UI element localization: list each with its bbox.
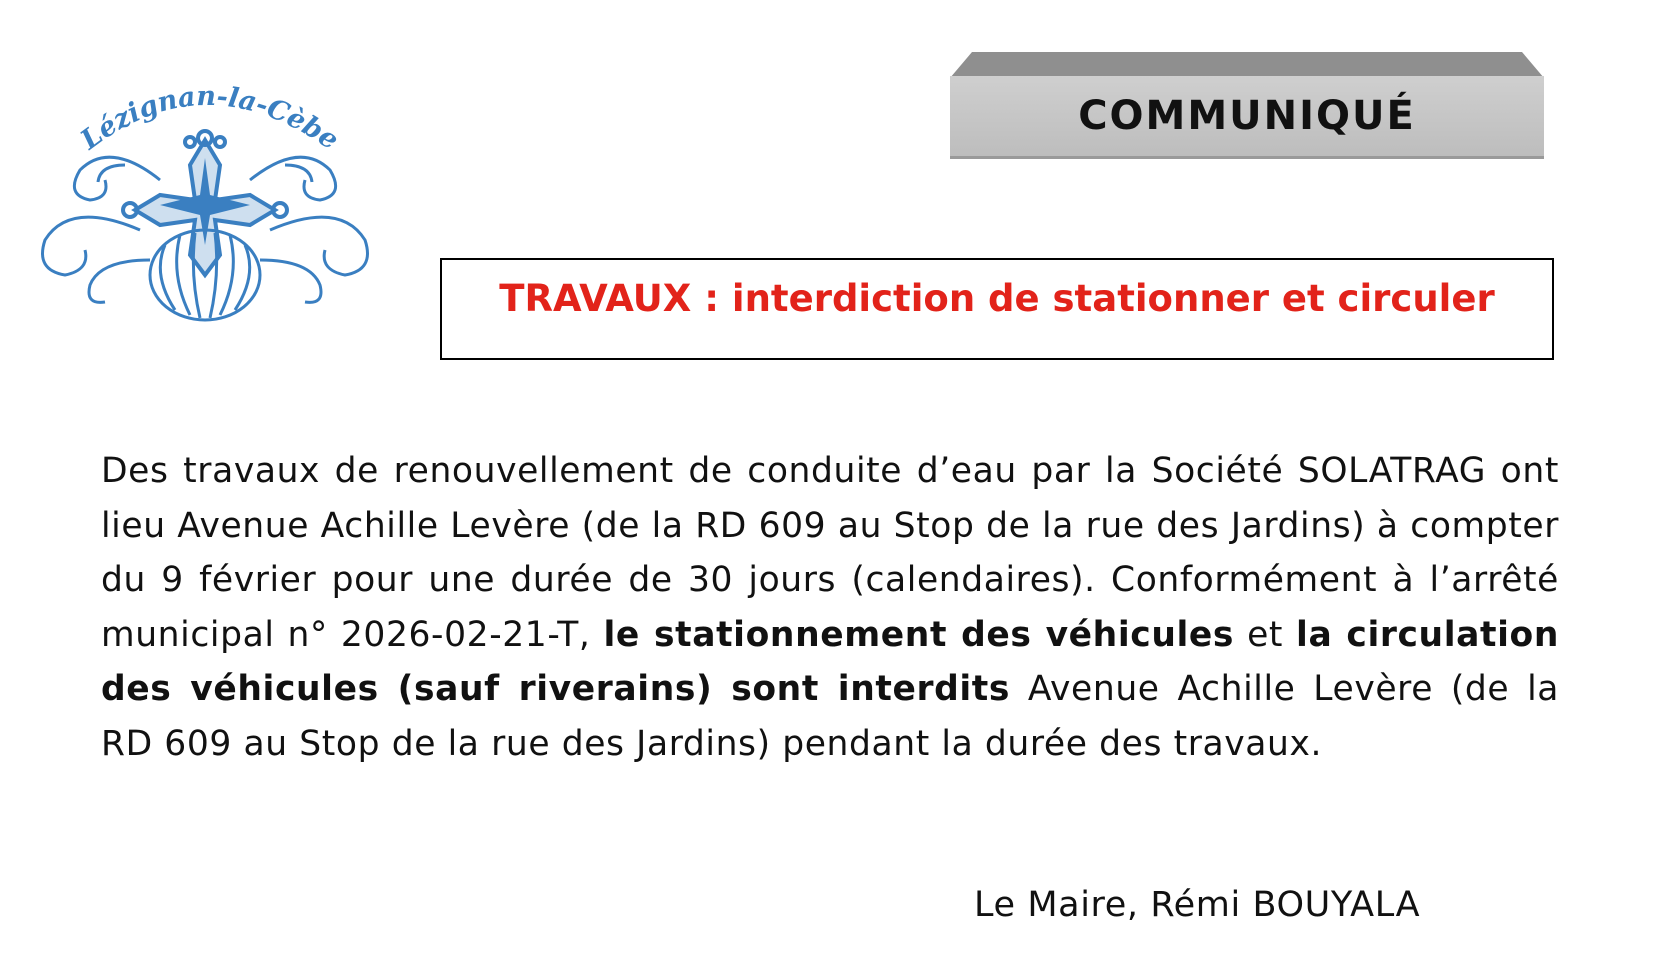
logo-text: Lézignan-la-Cèbe xyxy=(75,80,345,157)
notice-title: TRAVAUX : interdiction de stationner et circuler xyxy=(499,276,1495,320)
body-bold-part: le stationnement des véhicules xyxy=(603,614,1235,655)
municipal-logo xyxy=(30,70,390,340)
body-text-part: Des travaux de renouvellement de conduite d’eau par la Société SOLATRAG ont lieu Avenue Achille Levère (de la RD 609 au Stop de la rue des Jardins) à compter du 9 février pour une durée de 30 jours (calendaires). Conformément à l’arrêté municipal n° 2026-02-21-T, xyxy=(101,451,1559,655)
header-bevel xyxy=(950,52,1544,78)
title-box xyxy=(440,258,1554,360)
communique-header xyxy=(950,52,1544,160)
communique-label: COMMUNIQUÉ xyxy=(1078,93,1416,139)
notice-body xyxy=(101,444,1559,771)
body-bold-part: la circulation des véhicules (sauf riverains) sont interdits xyxy=(101,614,1560,709)
signature: Le Maire, Rémi BOUYALA xyxy=(974,885,1421,925)
body-text-part: et xyxy=(1234,614,1297,655)
header-face xyxy=(950,76,1544,159)
body-text-part: Avenue Achille Levère (de la RD 609 au Stop de la rue des Jardins) pendant la durée des travaux. xyxy=(101,669,1559,764)
